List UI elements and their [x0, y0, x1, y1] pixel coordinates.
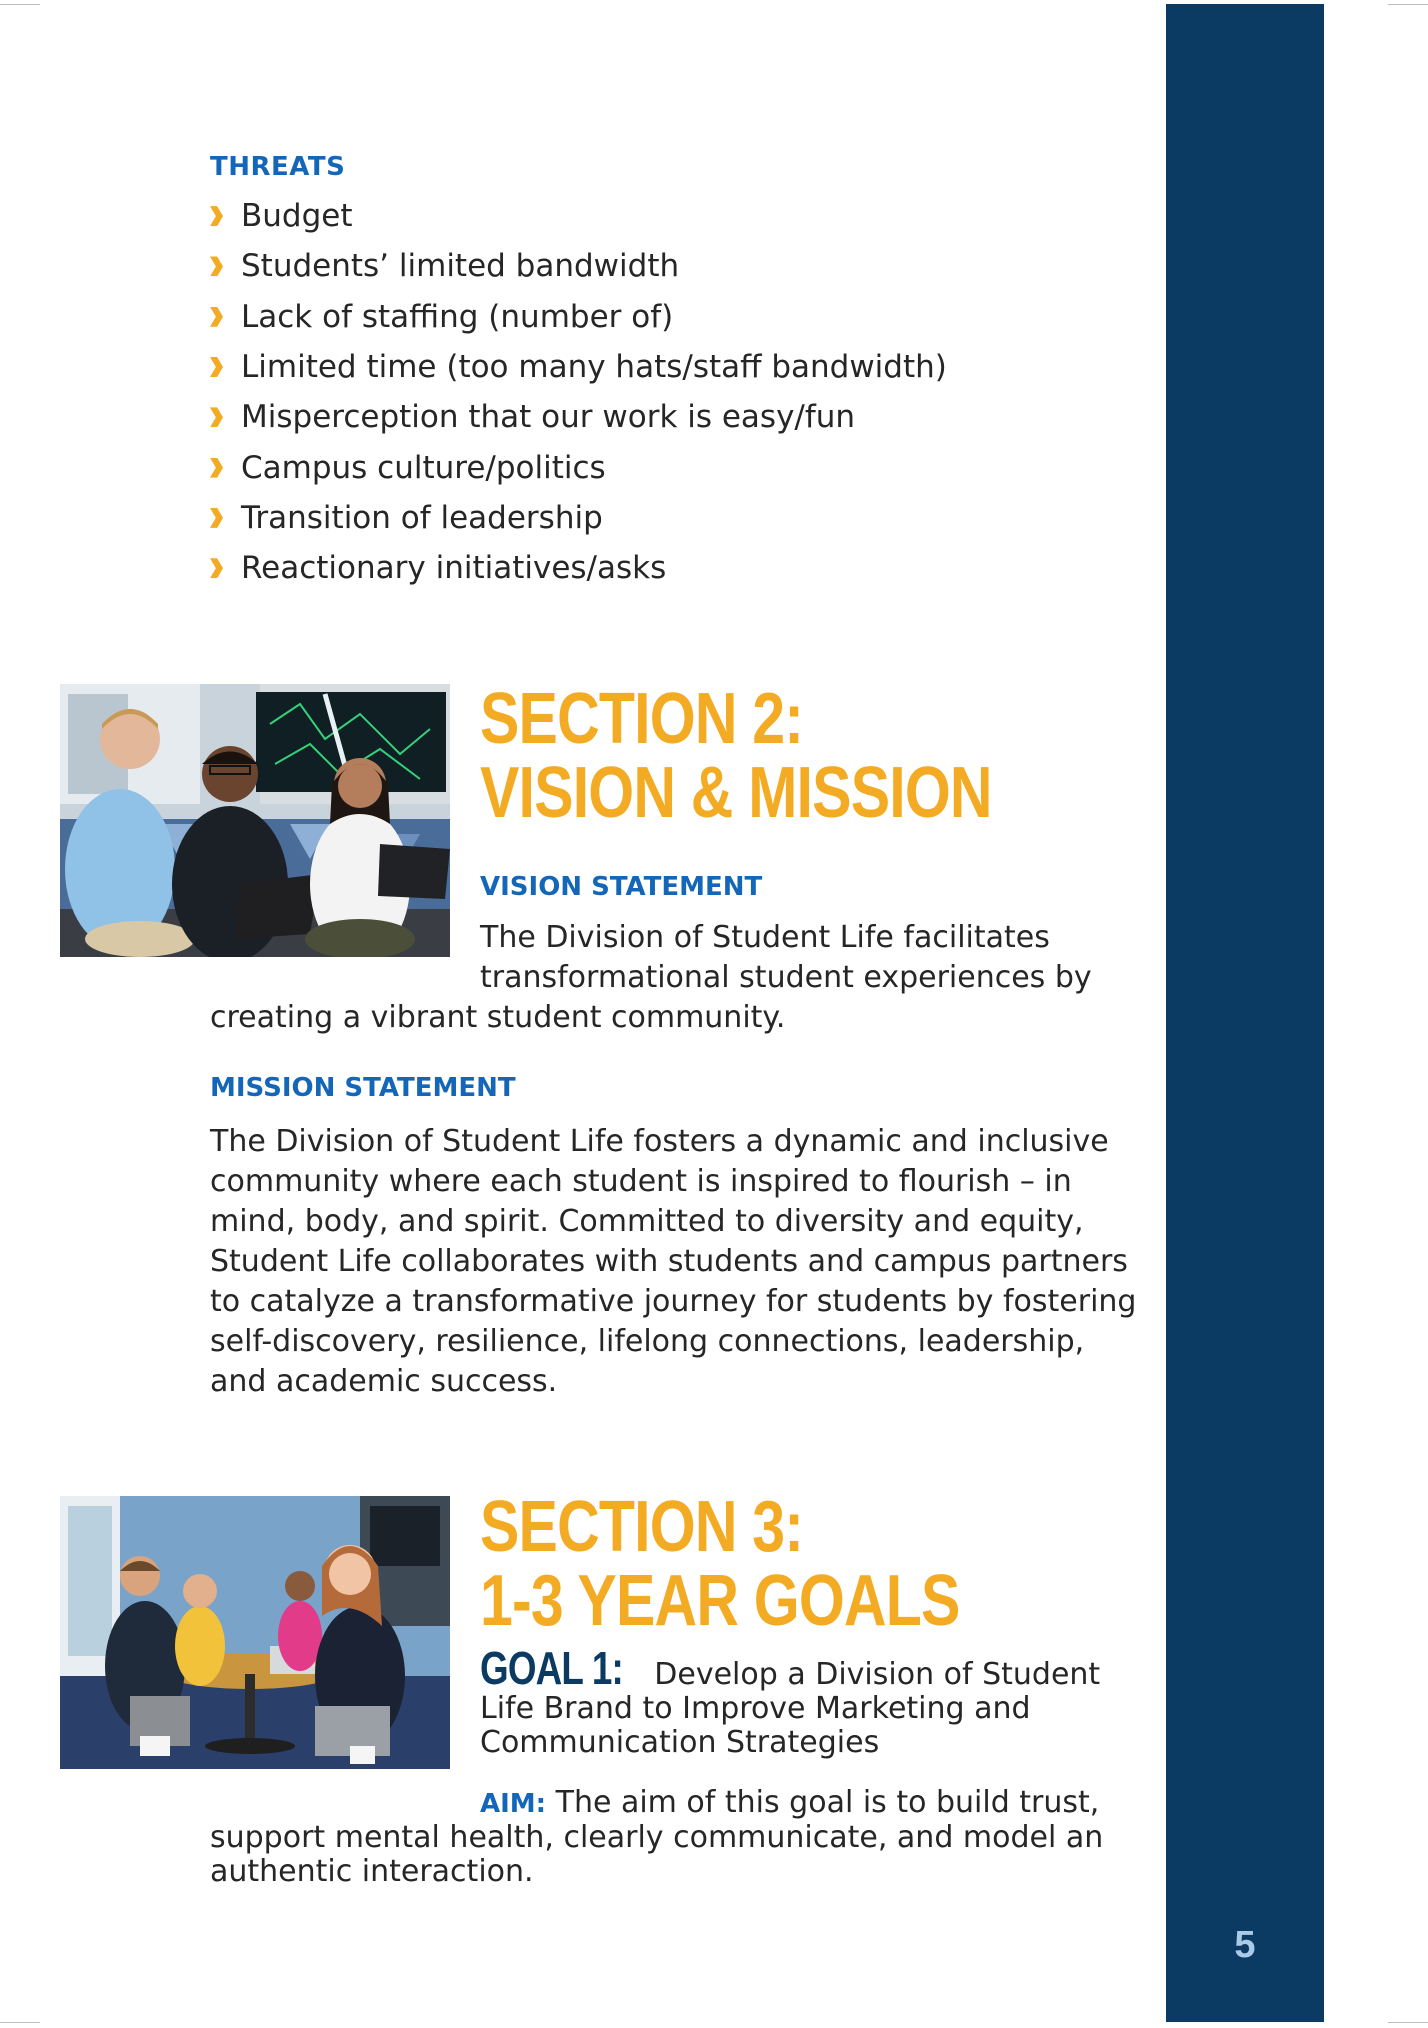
- list-item: [210, 493, 947, 543]
- mission-line: Student Life collaborates with students and campus partners: [210, 1244, 1128, 1279]
- mission-statement: [210, 1122, 1137, 1402]
- chevron-bullet-icon: [210, 357, 223, 377]
- mission-line: The Division of Student Life fosters a dynamic and inclusive: [210, 1124, 1109, 1159]
- crop-mark: [1388, 2022, 1428, 2023]
- list-item: [210, 442, 947, 492]
- chevron-bullet-icon: [210, 407, 223, 427]
- students-table-photo: [60, 1496, 450, 1769]
- crop-mark: [0, 2022, 40, 2023]
- mission-line: community where each student is inspired to flourish – in: [210, 1164, 1072, 1199]
- sidebar-band: [1166, 4, 1324, 2022]
- mission-line: mind, body, and spirit. Committed to diversity and equity,: [210, 1204, 1084, 1239]
- list-item: [210, 241, 947, 291]
- section-2-title-line2: VISION & MISSION: [480, 753, 992, 833]
- list-item: [210, 342, 947, 392]
- threat-text: Lack of staffing (number of): [241, 298, 674, 335]
- crop-mark: [0, 4, 40, 5]
- list-item: [210, 543, 947, 593]
- threats-list: [210, 191, 947, 593]
- section-3-title-line2: 1-3 YEAR GOALS: [480, 1561, 960, 1641]
- chevron-bullet-icon: [210, 508, 223, 528]
- section-2-title: [480, 679, 992, 833]
- aim-text: The aim of this goal is to build trust,: [555, 1785, 1100, 1820]
- threat-text: Limited time (too many hats/staff bandwidth): [241, 349, 947, 386]
- aim-label: AIM:: [480, 1789, 547, 1819]
- chevron-bullet-icon: [210, 307, 223, 327]
- vision-line: creating a vibrant student community.: [210, 1000, 786, 1035]
- aim-line: support mental health, clearly communicate, and model an: [210, 1820, 1104, 1855]
- threat-text: Misperception that our work is easy/fun: [241, 399, 856, 436]
- students-lounge-photo: [60, 684, 450, 957]
- goal-1-label: GOAL 1:: [480, 1642, 623, 1694]
- vision-line: transformational student experiences by: [480, 960, 1092, 995]
- vision-heading: VISION STATEMENT: [480, 872, 763, 902]
- aim-line: authentic interaction.: [210, 1854, 534, 1889]
- mission-line: and academic success.: [210, 1364, 558, 1399]
- chevron-bullet-icon: [210, 458, 223, 478]
- mission-line: self-discovery, resilience, lifelong connections, leadership,: [210, 1324, 1085, 1359]
- aim: [210, 1786, 1130, 1889]
- chevron-bullet-icon: [210, 558, 223, 578]
- aim-line: [210, 1786, 1130, 1821]
- threat-text: Budget: [241, 198, 353, 235]
- section-3-title: [480, 1487, 960, 1641]
- list-item: [210, 392, 947, 442]
- threat-text: Students’ limited bandwidth: [241, 248, 680, 285]
- goal-1-line: [480, 1642, 1120, 1694]
- goal-1-line: Communication Strategies: [480, 1725, 880, 1760]
- section-2-title-line1: SECTION 2:: [480, 679, 804, 759]
- mission-heading: MISSION STATEMENT: [210, 1073, 516, 1103]
- chevron-bullet-icon: [210, 256, 223, 276]
- section-3-title-line1: SECTION 3:: [480, 1487, 804, 1567]
- threat-text: Reactionary initiatives/asks: [241, 550, 667, 587]
- threat-text: Transition of leadership: [241, 499, 603, 536]
- threats-heading: THREATS: [210, 152, 346, 182]
- goal-1: [480, 1642, 1120, 1760]
- mission-line: to catalyze a transformative journey for students by fostering: [210, 1284, 1137, 1319]
- chevron-bullet-icon: [210, 206, 223, 226]
- vision-line: The Division of Student Life facilitates: [480, 920, 1050, 955]
- page-number: 5: [1234, 1924, 1256, 1966]
- vision-statement: [210, 918, 1110, 1038]
- list-item: [210, 191, 947, 241]
- list-item: [210, 292, 947, 342]
- goal-1-text: Develop a Division of Student: [654, 1657, 1101, 1692]
- goal-1-line: Life Brand to Improve Marketing and: [480, 1691, 1031, 1726]
- threat-text: Campus culture/politics: [241, 449, 606, 486]
- crop-mark: [1388, 4, 1428, 5]
